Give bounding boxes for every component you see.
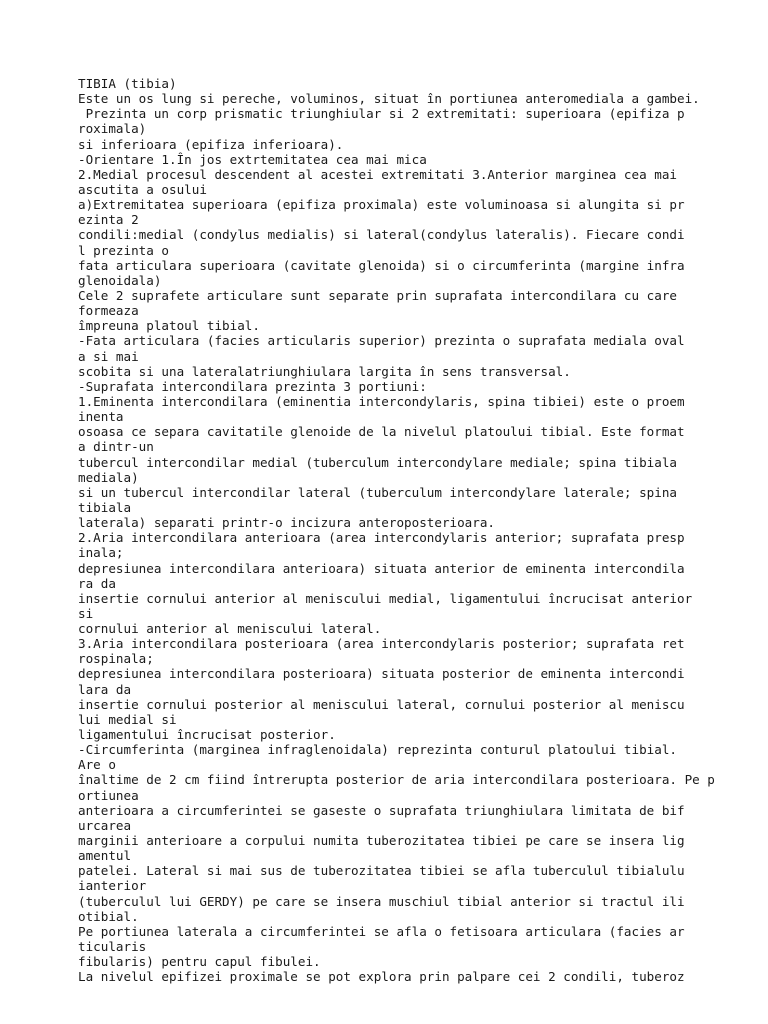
text-line: fata articulara superioara (cavitate glenoida) si o circumferinta (margine infra [78, 257, 685, 273]
text-line: Pe portiunea laterala a circumferintei se afla o fetisoara articulara (facies ar [78, 923, 685, 939]
text-line: marginii anterioare a corpului numita tuberozitatea tibiei pe care se insera lig [78, 833, 685, 849]
text-line: mediala) [78, 469, 139, 485]
text-line: si [78, 605, 94, 621]
text-line: insertie cornului anterior al meniscului medial, ligamentului încrucisat anterior [78, 590, 693, 606]
text-line: inenta [78, 409, 124, 425]
text-line: Prezinta un corp prismatic triunghiular si 2 extremitati: superioara (epifiza p [78, 106, 685, 122]
text-line: si inferioara (epifiza inferioara). [78, 136, 344, 152]
text-line: Cele 2 suprafete articulare sunt separate prin suprafata intercondilara cu care [78, 287, 677, 303]
text-line: laterala) separati printr-o incizura anteroposterioara. [78, 515, 496, 531]
text-line: roximala) [78, 121, 147, 137]
text-line: Este un os lung si pereche, voluminos, situat în portiunea anteromediala a gambei. [78, 91, 700, 107]
text-line: urcarea [78, 817, 132, 833]
text-line: lui medial si [78, 711, 177, 727]
text-line: Are o [78, 757, 116, 773]
text-line: amentul [78, 848, 132, 864]
text-line: lara da [78, 681, 132, 697]
text-line: -Orientare 1.În jos extrtemitatea cea mai mica [78, 151, 427, 167]
text-line: 1.Eminenta intercondilara (eminentia intercondylaris, spina tibiei) este o proem [78, 393, 685, 409]
text-line: formeaza [78, 303, 139, 319]
text-line: 3.Aria intercondilara posterioara (area intercondylaris posterior; suprafata ret [78, 636, 685, 652]
text-line: tibiala [78, 499, 132, 515]
text-line: patelei. Lateral si mai sus de tuberozitatea tibiei se afla tuberculul tibialulu [78, 863, 685, 879]
text-line: si un tubercul intercondilar lateral (tuberculum intercondylare laterale; spina [78, 484, 677, 500]
text-line: înaltime de 2 cm fiind întrerupta posterior de aria intercondilara posterioara. Pe p [78, 772, 715, 788]
text-line: glenoidala) [78, 272, 162, 288]
text-line: ra da [78, 575, 116, 591]
text-line: 2.Aria intercondilara anterioara (area intercondylaris anterior; suprafata presp [78, 530, 685, 546]
text-line: l prezinta o [78, 242, 169, 258]
text-line: ezinta 2 [78, 212, 139, 228]
document-text [78, 76, 758, 984]
text-line: ticularis [78, 939, 147, 955]
text-line: -Fata articulara (facies articularis superior) prezinta o suprafata mediala oval [78, 333, 685, 349]
text-line: TIBIA (tibia) [78, 76, 177, 91]
text-line: a si mai [78, 348, 139, 364]
text-line: otibial. [78, 908, 139, 924]
text-line: insertie cornului posterior al meniscului lateral, cornului posterior al meniscu [78, 696, 685, 712]
text-line: împreuna platoul tibial. [78, 318, 260, 334]
text-line: osoasa ce separa cavitatile glenoide de la nivelul platoului tibial. Este format [78, 424, 685, 440]
text-line: fibularis) pentru capul fibulei. [78, 954, 321, 970]
text-line: a)Extremitatea superioara (epifiza proximala) este voluminoasa si alungita si pr [78, 197, 685, 213]
text-line: La nivelul epifizei proximale se pot explora prin palpare cei 2 condili, tuberoz [78, 969, 685, 985]
text-line: rospinala; [78, 651, 154, 667]
text-line: (tuberculul lui GERDY) pe care se insera muschiul tibial anterior si tractul ili [78, 893, 685, 909]
text-line: scobita si una lateralatriunghiulara largita în sens transversal. [78, 363, 571, 379]
text-line: ianterior [78, 878, 147, 894]
text-line: -Circumferinta (marginea infraglenoidala) reprezinta conturul platoului tibial. [78, 742, 677, 758]
text-line: inala; [78, 545, 124, 561]
text-line: ascutita a osului [78, 181, 207, 197]
text-line: tubercul intercondilar medial (tuberculum intercondylare mediale; spina tibiala [78, 454, 677, 470]
text-line: a dintr-un [78, 439, 154, 455]
text-line: condili:medial (condylus medialis) si lateral(condylus lateralis). Fiecare condi [78, 227, 685, 243]
text-line: 2.Medial procesul descendent al acestei extremitati 3.Anterior marginea cea mai [78, 166, 677, 182]
text-line: ortiunea [78, 787, 139, 803]
text-line: cornului anterior al meniscului lateral. [78, 621, 382, 637]
text-line: depresiunea intercondilara anterioara) situata anterior de eminenta intercondila [78, 560, 685, 576]
text-line: anterioara a circumferintei se gaseste o suprafata triunghiulara limitata de bif [78, 802, 685, 818]
text-line: ligamentului încrucisat posterior. [78, 727, 336, 743]
text-line: depresiunea intercondilara posterioara) situata posterior de eminenta intercondi [78, 666, 685, 682]
text-line: -Suprafata intercondilara prezinta 3 portiuni: [78, 378, 427, 394]
